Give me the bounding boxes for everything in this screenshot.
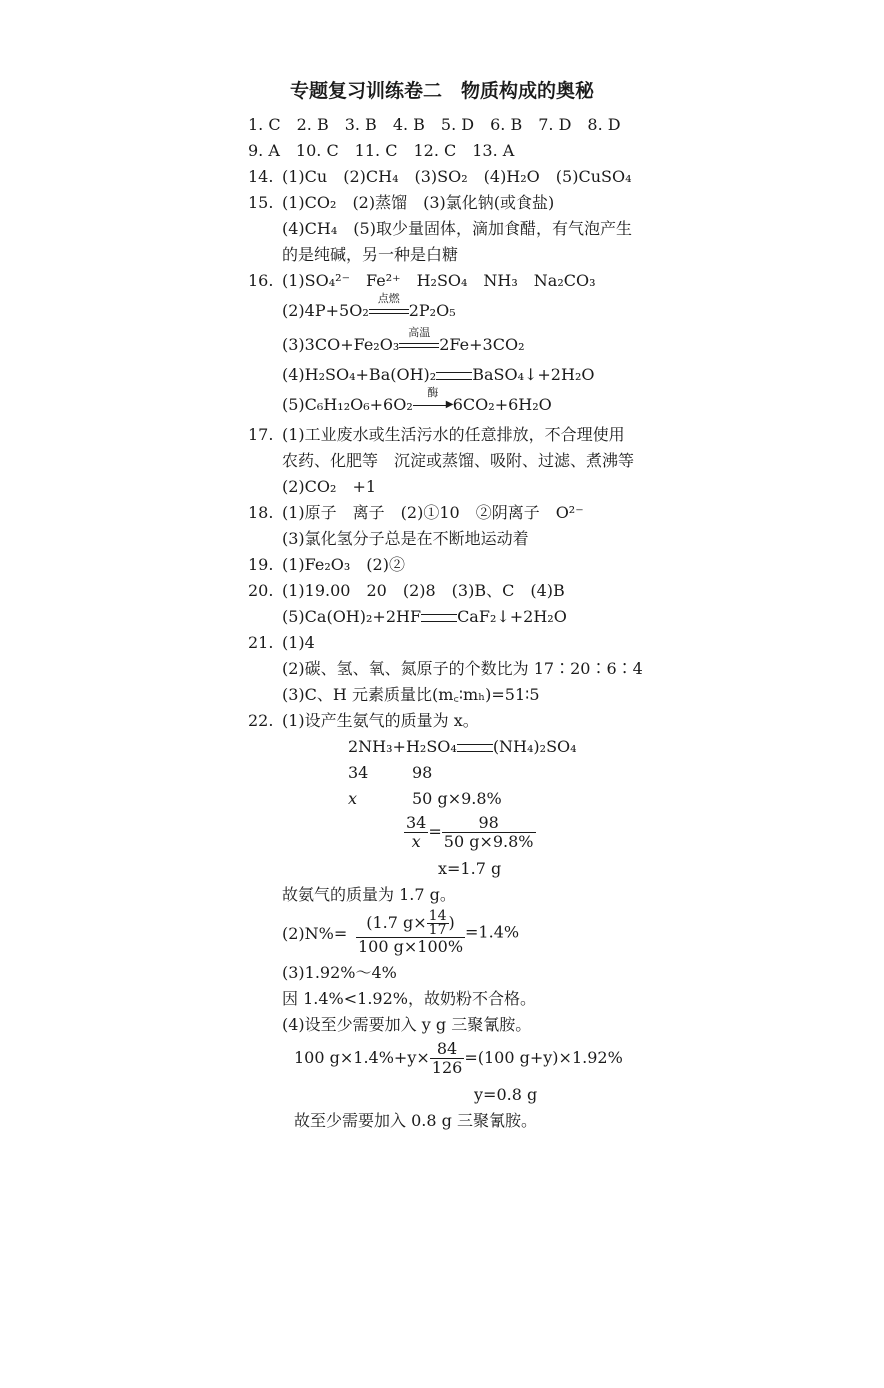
answer-text: (2)碳、氢、氧、氮原子的个数比为 17∶20∶6∶4 [282,659,643,678]
denominator: 100 g×100% [358,937,464,956]
result-line [248,856,678,882]
arrow-icon: 酶 ▶ [413,399,453,413]
answer-list [248,112,678,1134]
answer-line [248,986,678,1012]
answer-text: (1)原子 离子 (2)①10 ②阴离子 O²⁻ [282,503,584,522]
fraction [404,814,428,851]
equation-left: (2)4P+5O₂ [282,301,369,320]
result-line [248,1082,678,1108]
equation-line [248,604,678,630]
answer-line [248,112,678,138]
question-number: 14. [248,167,274,186]
equals-sign [436,372,472,380]
answer-text: (1)19.00 20 (2)8 (3)B、C (4)B [282,581,565,600]
equation-right: (NH₄)₂SO₄ [492,737,577,756]
equation-right: BaSO₄↓+2H₂O [472,365,595,384]
equation-line [248,325,678,362]
denominator: 50 g×9.8% [443,832,534,851]
answer-text: (1)工业废水或生活污水的任意排放，不合理使用 [282,425,625,444]
answer-text: (1)Fe₂O₃ (2)② [282,555,405,574]
fraction [427,910,449,937]
equation-left: 100 g×1.4%+y× [294,1048,430,1067]
equation-left: (3)3CO+Fe₂O₃ [282,335,400,354]
answer-text: (3)1.92%～4% [282,963,397,982]
equation-line [248,362,678,388]
equation-line [248,291,678,328]
mass-row [248,786,678,812]
answer-text: 1. C 2. B 3. B 4. B 5. D 6. B 7. D 8. D [248,115,621,134]
fraction [430,1040,465,1077]
mass-value: 98 [412,763,433,782]
equals-sign [369,291,409,319]
equation-right: 2P₂O₅ [408,301,456,320]
answer-text: (1)CO₂ (2)蒸馏 (3)氯化钠(或食盐) [282,193,555,212]
equation-left: (4)H₂SO₄+Ba(OH)₂ [282,365,437,384]
answer-text: (1)Cu (2)CH₄ (3)SO₂ (4)H₂O (5)CuSO₄ [282,167,632,186]
answer-line [248,474,678,500]
question-number: 20. [248,581,274,600]
answer-text: 故至少需要加入 0.8 g 三聚氰胺。 [294,1111,537,1130]
answer-text: 的是纯碱，另一种是白糖 [282,245,459,264]
formula-line [248,1038,678,1082]
answer-line [248,500,678,526]
question-number: 21. [248,633,274,652]
formula-label: (2)N%= [282,924,348,943]
mass-value: 34 [348,763,369,782]
equation-right: 6CO₂+6H₂O [452,395,552,414]
equals-sign [457,744,493,752]
answer-line [248,422,678,448]
answer-line [248,708,678,734]
reaction-condition: 点燃 [377,291,400,305]
answer-line [248,960,678,986]
answer-text: (3)氯化氢分子总是在不断地运动着 [282,529,529,548]
ratio-line [248,812,678,856]
fraction [442,814,536,851]
answer-line [248,552,678,578]
equation-left: (5)Ca(OH)₂+2HF [282,607,422,626]
reaction-condition: 高温 [408,325,431,339]
answer-text: (1)设产生氨气的质量为 x。 [282,711,479,730]
answer-line [248,448,678,474]
formula-line [248,908,678,960]
answer-text: (3)C、H 元素质量比(m꜀∶mₕ)=51∶5 [282,685,540,704]
question-number: 18. [248,503,274,522]
equals-sign [399,325,439,353]
known-value: 50 g×9.8% [412,789,502,808]
result-text: =1.4% [465,922,520,942]
equals-sign: = [428,822,442,841]
denominator: 126 [431,1058,463,1077]
numerator: 14 [428,908,447,924]
equation-right: =(100 g+y)×1.92% [464,1048,623,1067]
question-number: 16. [248,271,274,290]
answer-text: 农药、化肥等 沉淀或蒸馏、吸附、过滤、煮沸等 [282,451,635,470]
page-title: 专题复习训练卷二 物质构成的奥秘 [289,80,594,102]
question-number: 17. [248,425,274,444]
answer-line [248,164,678,190]
equation-right: CaF₂↓+2H₂O [457,607,567,626]
answer-text: 故氨气的质量为 1.7 g。 [282,885,456,904]
question-number: 15. [248,193,274,212]
question-number: 19. [248,555,274,574]
answer-text: (2)CO₂ +1 [282,477,377,496]
numerator: 98 [442,814,536,833]
question-number: 22. [248,711,274,730]
result-text: x=1.7 g [438,859,502,878]
numerator: 34 [406,813,427,832]
fraction [356,910,465,956]
answer-line [248,882,678,908]
answer-text: (4)设至少需要加入 y g 三聚氰胺。 [282,1015,532,1034]
equation-left: (5)C₆H₁₂O₆+6O₂ [282,395,413,414]
answer-text: 因 1.4%<1.92%，故奶粉不合格。 [282,989,536,1008]
answer-text: (1)4 [282,633,315,652]
denominator: 17 [428,922,447,938]
equation-left: 2NH₃+H₂SO₄ [348,737,457,756]
answer-line [248,1012,678,1038]
equation-line [248,385,678,422]
result-text: y=0.8 g [474,1085,538,1104]
answer-line [248,216,678,242]
reaction-condition: 酶 [427,385,439,399]
equation-line [248,734,678,760]
answer-line [248,138,678,164]
answer-text: (4)CH₄ (5)取少量固体，滴加食醋，有气泡产生 [282,219,632,238]
answer-text: 9. A 10. C 11. C 12. C 13. A [248,141,515,160]
answer-line [248,242,678,268]
answer-line [248,656,678,682]
equation-right: 2Fe+3CO₂ [439,335,525,354]
answer-line [248,630,678,656]
answer-line [248,682,678,708]
answer-line [248,268,678,294]
numerator: (1.7 g× $\frac{14}{17}$ ) [356,910,465,938]
equals-sign [421,614,457,622]
numerator: 84 [430,1040,465,1059]
answer-line [248,1108,678,1134]
unknown-value: x [348,789,358,808]
answer-line [248,190,678,216]
answer-text: (1)SO₄²⁻ Fe²⁺ H₂SO₄ NH₃ Na₂CO₃ [282,271,596,290]
answer-line [248,526,678,552]
answer-line [248,578,678,604]
mass-row [248,760,678,786]
denominator: x [411,832,421,851]
